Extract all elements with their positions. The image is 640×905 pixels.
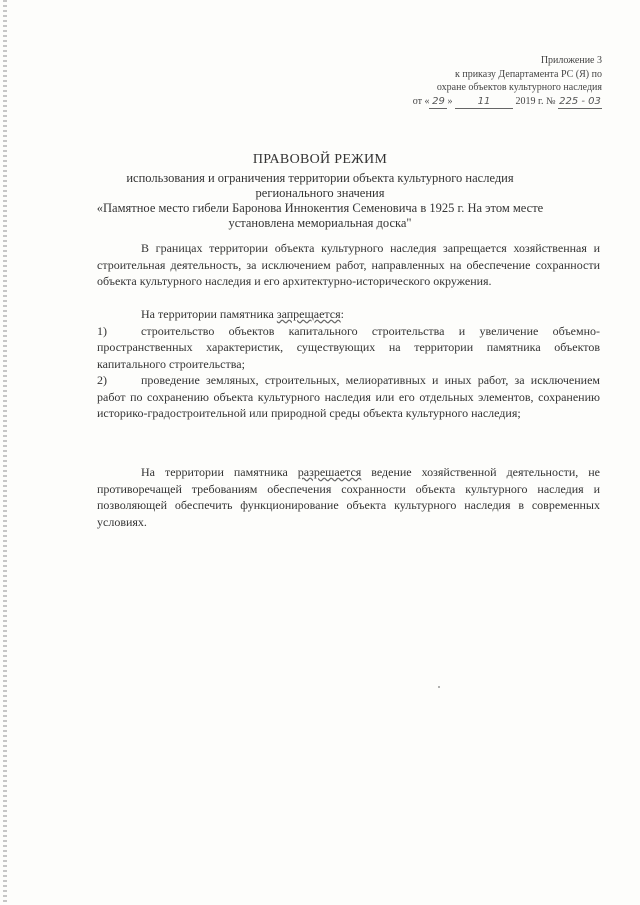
- appendix-header: [390, 54, 602, 109]
- scan-edge-marks: [3, 0, 7, 905]
- prohibited-item-2: [97, 372, 600, 422]
- document-title: [95, 152, 545, 231]
- prohibited-section: [97, 306, 600, 422]
- permitted-after: ведение хозяйственной деятельности, не противоречащей требованиям обеспечения сохранности объекта культурного наследия и позволяющей обеспечить функционирование объекта культурного наследия в современных условиях.: [97, 465, 600, 529]
- item-text: проведение земляных, строительных, мелиоративных и иных работ, за исключением работ по сохранению объекта культурного наследия или его отдельных элементов, сохранению историко-градостроительной или природной среды объекта культурного наследия;: [97, 373, 600, 420]
- permitted-before: На территории памятника: [141, 465, 298, 479]
- paragraph-1: В границах территории объекта культурного наследия запрещается хозяйственная и строительная деятельность, за исключением работ, направленных на обеспечение сохранности объекта культурного наследия и его архитектурно-исторического окружения.: [97, 241, 600, 288]
- appendix-date-line: [390, 95, 602, 110]
- permitted-paragraph: [97, 464, 600, 530]
- appendix-line-3: охране объектов культурного наследия: [436, 82, 602, 93]
- item-number: 2): [97, 373, 107, 387]
- prohibited-item-1: [97, 323, 600, 373]
- item-number: 1): [97, 323, 107, 338]
- title-sub-1: использования и ограничения территории объекта культурного наследия регионального значения: [126, 171, 514, 200]
- item-text: строительство объектов капитального строительства и увеличение объемно-пространственных характеристик, существующих на территории памятника объектов капитального строительства;: [97, 323, 600, 371]
- date-year: 2019 г. №: [515, 95, 556, 107]
- date-prefix: от «: [412, 95, 430, 107]
- order-number: 225 - 03: [558, 95, 602, 110]
- prohibited-intro-before: На территории памятника: [141, 307, 277, 321]
- prohibited-intro-after: :: [340, 307, 344, 321]
- date-day: 29: [429, 95, 447, 110]
- date-month: 11: [455, 95, 513, 110]
- scan-speck: [438, 686, 440, 688]
- prohibited-keyword: запрещается: [276, 307, 341, 321]
- permitted-keyword: разрешается: [297, 465, 362, 479]
- appendix-line-2: к приказу Департамента РС (Я) по: [454, 68, 602, 80]
- prohibited-intro: [97, 306, 600, 323]
- appendix-line-1: Приложение 3: [540, 55, 602, 66]
- title-main: ПРАВОВОЙ РЕЖИМ: [252, 152, 388, 167]
- date-sep: »: [447, 95, 453, 107]
- title-sub-2: «Памятное место гибели Баронова Иннокентия Семеновича в 1925 г. На этом месте установлена мемориальная доска": [96, 201, 544, 230]
